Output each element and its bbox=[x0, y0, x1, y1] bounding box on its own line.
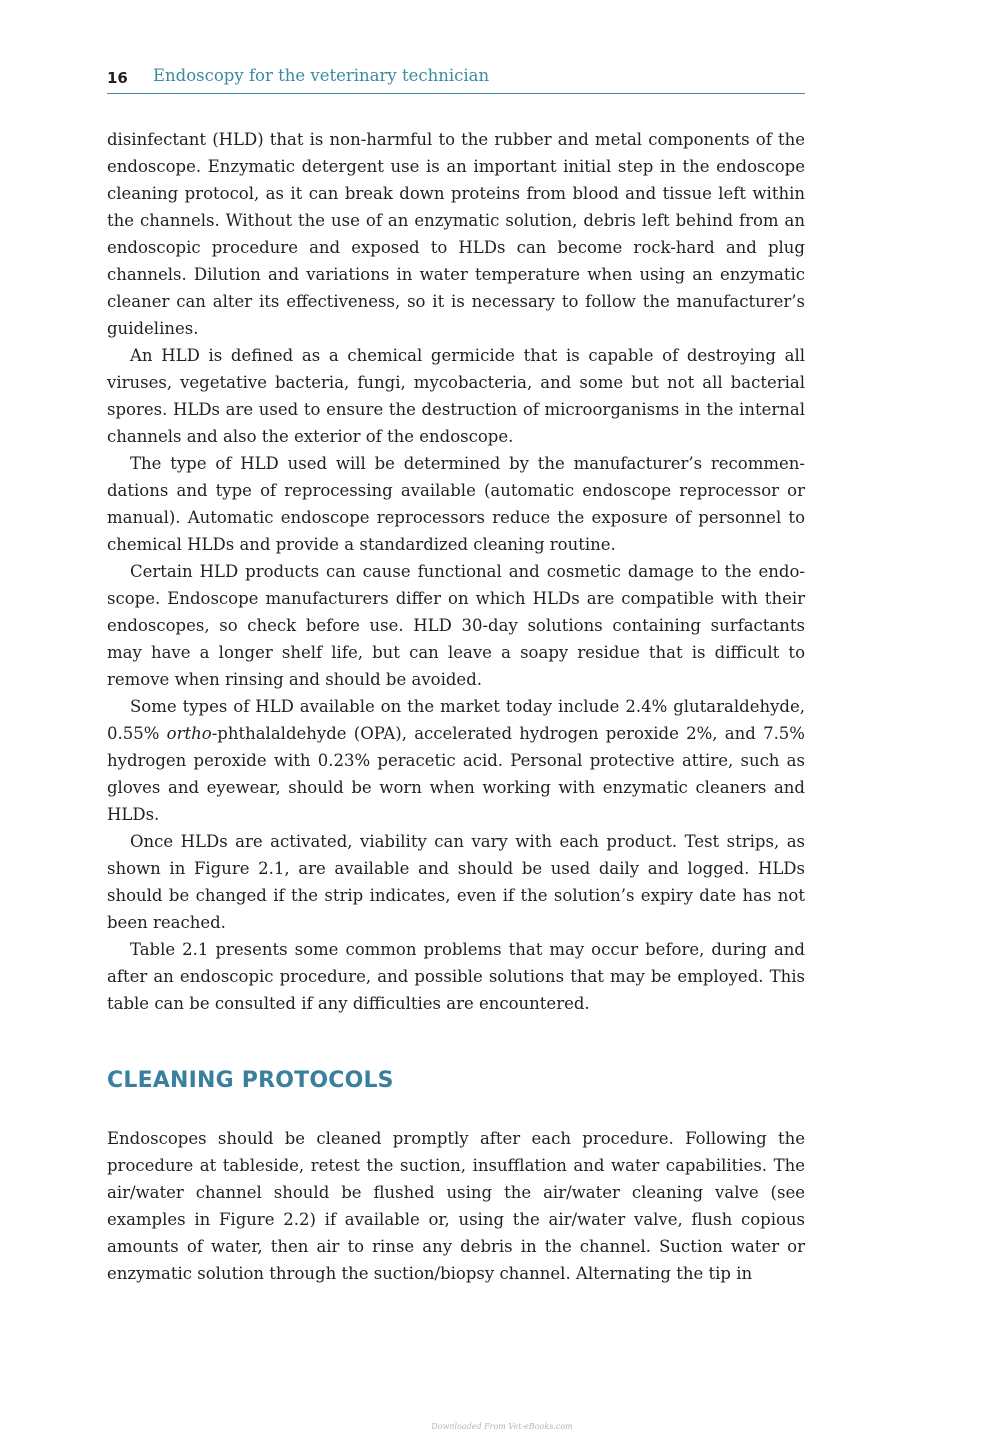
paragraph-text: Table 2.1 presents some common problems that may occur before, during and after an endoscopic procedure, and possible solutions that may be employed. This table can be consulted if any difficulties are encountered. bbox=[107, 940, 805, 1013]
paragraph-text: The type of HLD used will be determined by the manufacturer’s recommendations and type of reprocessing available (automatic endoscope reprocessor or manual). Automatic endoscope reprocessors reduce the exposure of personnel to chemical HLDs and provide a standardized cleaning routine. bbox=[107, 454, 805, 554]
paragraph-text: Endoscopes should be cleaned promptly after each procedure. Following the procedure at tableside, retest the suction, insufflation and water capabilities. The air/water channel should be flushed using the air/water cleaning valve (see examples in Figure 2.2) if available or, using the air/water valve, flush copious amounts of water, then air to rinse any debris in the channel. Suction water or enzymatic solution through the suction/biopsy channel. Alternating the tip in bbox=[107, 1129, 805, 1283]
paragraph bbox=[107, 936, 805, 1017]
running-header bbox=[107, 64, 805, 94]
paragraph bbox=[107, 450, 805, 558]
paragraph-text: -phthalaldehyde (OPA), accelerated hydrogen peroxide 2%, and 7.5% hydrogen peroxide with 0.23% peracetic acid. Personal protective attire, such as gloves and eyewear, should be worn when working with enzymatic cleaners and HLDs. bbox=[107, 724, 805, 824]
paragraph-text: Once HLDs are activated, viability can vary with each product. Test strips, as shown in Figure 2.1, are available and should be used daily and logged. HLDs should be changed if the strip indicates, even if the solution’s expiry date has not been reached. bbox=[107, 832, 805, 932]
paragraph bbox=[107, 693, 805, 828]
section-body-text bbox=[107, 1125, 805, 1287]
paragraph-text: An HLD is defined as a chemical germicide that is capable of destroying all viruses, vegetative bacteria, fungi, mycobacteria, and some but not all bacterial spores. HLDs are used to ensure the destruction of microorganisms in the internal channels and also the exterior of the endoscope. bbox=[107, 346, 805, 446]
paragraph bbox=[107, 1125, 805, 1287]
download-watermark: Downloaded From Vet-eBooks.com bbox=[431, 1422, 573, 1431]
italic-term: ortho bbox=[166, 724, 212, 743]
section-heading: CLEANING PROTOCOLS bbox=[107, 1068, 394, 1093]
paragraph bbox=[107, 342, 805, 450]
page-number: 16 bbox=[107, 69, 128, 87]
paragraph bbox=[107, 558, 805, 693]
paragraph-text: Certain HLD products can cause functional and cosmetic damage to the endoscope. Endoscope manufacturers differ on which HLDs are compatible with their endoscopes, so check before use. HLD 30-day solutions containing surfactants may have a longer shelf life, but can leave a soapy residue that is difficult to remove when rinsing and should be avoided. bbox=[107, 562, 805, 689]
running-header-title: Endoscopy for the veterinary technician bbox=[153, 66, 490, 85]
paragraph bbox=[107, 126, 805, 342]
paragraph-text: Some types of HLD available on the market today include 2.4% glutaraldehyde, 0.55% bbox=[107, 697, 805, 743]
body-text bbox=[107, 126, 805, 1017]
paragraph bbox=[107, 828, 805, 936]
paragraph-text: disinfectant (HLD) that is non-harmful to the rubber and metal components of the endoscope. Enzymatic detergent use is an important initial step in the endoscope cleaning protocol, as it can break down proteins from blood and tissue left within the channels. Without the use of an enzymatic solution, debris left behind from an endoscopic procedure and exposed to HLDs can become rock-hard and plug channels. Dilution and variations in water temperature when using an enzymatic cleaner can alter its effectiveness, so it is necessary to follow the manufacturer’s guidelines. bbox=[107, 130, 805, 338]
